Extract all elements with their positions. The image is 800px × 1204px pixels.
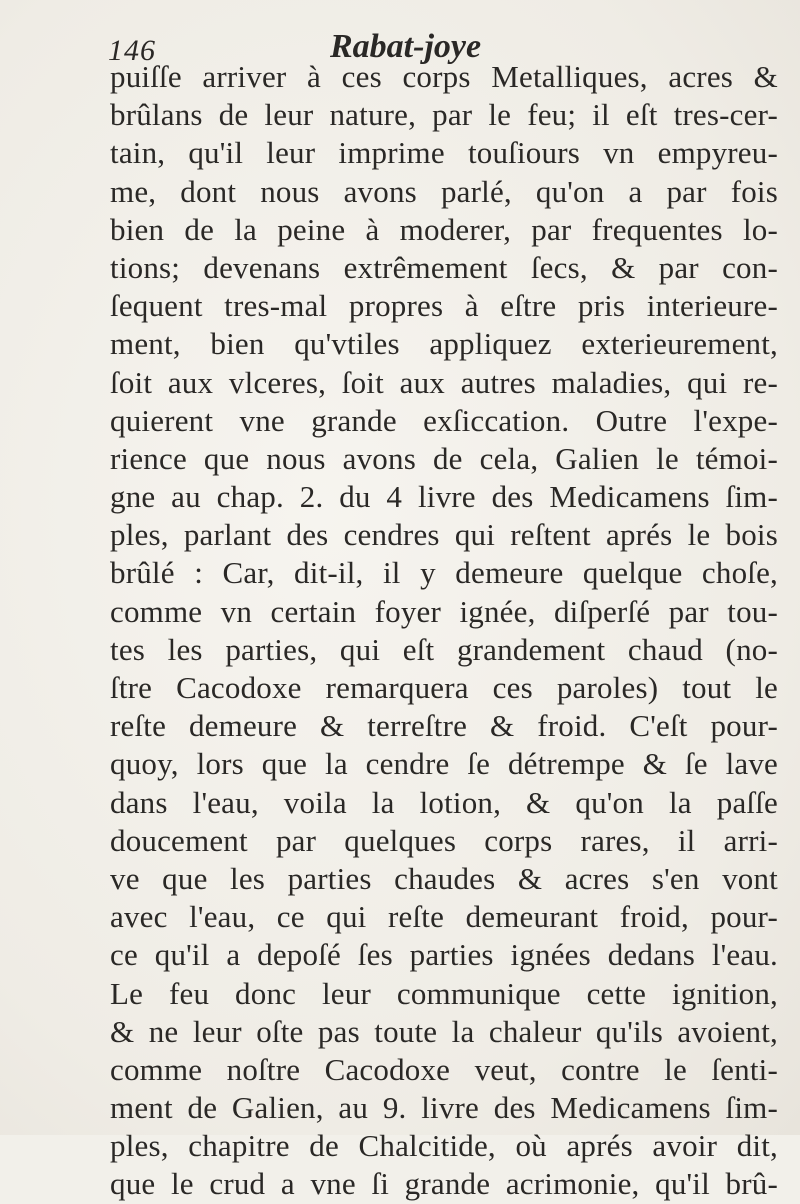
text-line: Le feu donc leur communique cette ignition,	[110, 975, 778, 1011]
body-text	[110, 58, 778, 1204]
text-line: puiſſe arriver à ces corps Metalliques, acres &	[110, 59, 778, 94]
text-line: ples, chapitre de Chalcitide, où aprés avoir dit,	[110, 1128, 778, 1164]
text-line: bien de la peine à moderer, par frequentes lo-	[110, 211, 778, 247]
text-line: & ne leur oſte pas toute la chaleur qu'ils avoient,	[110, 1013, 778, 1049]
page-number: 146	[108, 34, 156, 67]
text-line: comme vn certain foyer ignée, diſperſé par tou-	[110, 593, 778, 629]
text-line: ples, parlant des cendres qui reſtent aprés le bois	[110, 517, 778, 553]
text-line: ment de Galien, au 9. livre des Medicamens ſim-	[110, 1090, 778, 1126]
text-line: gne au chap. 2. du 4 livre des Medicamens ſim-	[110, 479, 778, 515]
text-line: que le crud a vne ſi grande acrimonie, qu'il brû-	[110, 1166, 778, 1202]
text-line: dans l'eau, voila la lotion, & qu'on la paſſe	[110, 784, 778, 820]
text-line: quierent vne grande exſiccation. Outre l'expe-	[110, 402, 778, 438]
text-line: ment, bien qu'vtiles appliquez exterieurement,	[110, 326, 778, 362]
text-line: ve que les parties chaudes & acres s'en vont	[110, 860, 778, 896]
text-line: brûlé : Car, dit-il, il y demeure quelque choſe,	[110, 555, 778, 591]
text-line: ſtre Cacodoxe remarquera ces paroles) tout le	[110, 670, 778, 705]
text-line: tions; devenans extrêmement ſecs, & par con-	[110, 249, 778, 285]
text-line: rience que nous avons de cela, Galien le témoi-	[110, 440, 778, 476]
text-line: quoy, lors que la cendre ſe détrempe & ſe lave	[110, 746, 778, 782]
text-line: ſequent tres-mal propres à eſtre pris interieure-	[110, 288, 778, 324]
text-line: avec l'eau, ce qui reſte demeurant froid, pour-	[110, 899, 778, 935]
text-line: tain, qu'il leur imprime touſiours vn empyreu-	[110, 135, 778, 171]
text-line: reſte demeure & terreſtre & froid. C'eſt pour-	[110, 708, 778, 744]
running-title: Rabat-joye	[330, 28, 482, 65]
text-line: brûlans de leur nature, par le feu; il eſt tres-cer-	[110, 97, 778, 133]
text-line: me, dont nous avons parlé, qu'on a par fois	[110, 173, 778, 209]
text-line: ſoit aux vlceres, ſoit aux autres maladies, qui re-	[110, 364, 778, 400]
text-line: tes les parties, qui eſt grandement chaud (no-	[110, 631, 778, 667]
text-line: ce qu'il a depoſé ſes parties ignées dedans l'eau.	[110, 937, 778, 973]
text-line: doucement par quelques corps rares, il arri-	[110, 822, 778, 858]
text-line: comme noſtre Cacodoxe veut, contre le ſenti-	[110, 1051, 778, 1087]
